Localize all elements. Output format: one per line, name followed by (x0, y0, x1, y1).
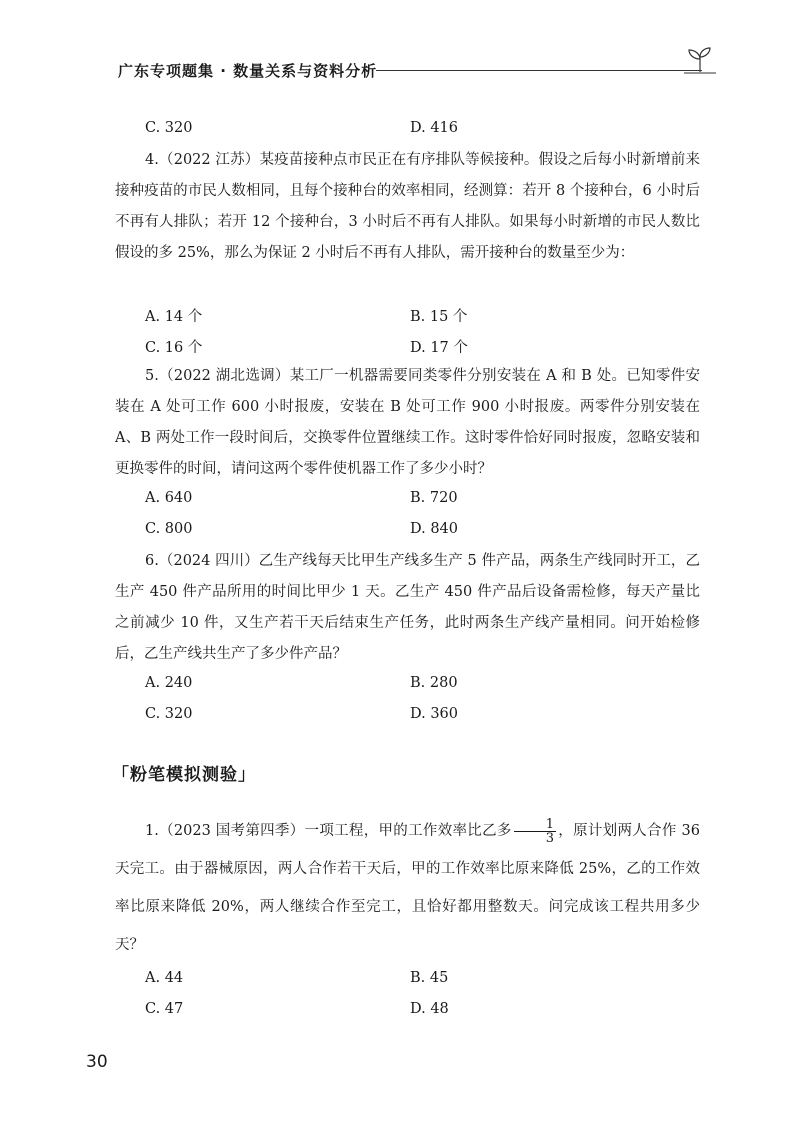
q4-option-d: D. 17 个 (410, 340, 468, 356)
page-number: 30 (86, 1052, 108, 1072)
mock-q1-text-end: ，原计划两人合作 36 天完工。由于器械原因，两人合作若干天后，甲的工作效率比原来降低 25%，乙的工作效率比原来降低 20%，两人继续合作至完工，且恰好都用整数天。问完成该工程共用多少天？ (115, 823, 701, 953)
q4-option-a: A. 14 个 (145, 309, 203, 325)
fraction-denominator: 3 (545, 830, 554, 846)
question-5: 5.（2022 湖北选调）某工厂一机器需要同类零件分别安装在 A 和 B 处。已知零件安装在 A 处可工作 600 小时报废，安装在 B 处可工作 900 小时报废。两零件分别安装在 A、B 两处工作一段时间后，交换零件位置继续工作。这时零件恰好同时报废，忽略安装和更换零件的时间，请问这两个零件使机器工作了多少小时？ (115, 368, 700, 477)
header-title: 广东专项题集 · 数量关系与资料分析 (118, 62, 378, 80)
question-4: 4.（2022 江苏）某疫苗接种点市民正在有序排队等候接种。假设之后每小时新增前来接种疫苗的市民人数相同，且每个接种台的效率相同，经测算：若开 8 个接种台，6 小时后不再有人排队；若开 12 个接种台，3 小时后不再有人排队。如果每小时新增的市民人数比假设的多 25%，那么为保证 2 小时后不再有人排队，需开接种台的数量至少为： (115, 152, 700, 261)
q5-option-b: B. 720 (410, 490, 458, 506)
sprout-icon (682, 42, 718, 78)
prev-option-c: C. 320 (145, 120, 193, 136)
q5-option-c: C. 800 (145, 521, 193, 537)
mock-q1-option-d: D. 48 (410, 1001, 449, 1017)
section-title: 「粉笔模拟测验」 (112, 765, 256, 785)
q6-option-a: A. 240 (145, 675, 193, 691)
mock-question-1 (115, 812, 700, 964)
q5-option-d: D. 840 (410, 521, 459, 537)
q6-option-d: D. 360 (410, 706, 459, 722)
q6-option-c: C. 320 (145, 706, 193, 722)
mock-q1-option-c: C. 47 (145, 1001, 184, 1017)
q6-option-b: B. 280 (410, 675, 458, 691)
mock-q1-option-b: B. 45 (410, 970, 449, 986)
q5-option-a: A. 640 (145, 490, 193, 506)
fraction-one-third (514, 818, 556, 845)
fraction-numerator: 1 (514, 818, 556, 832)
mock-q1-option-a: A. 44 (145, 970, 184, 986)
q4-option-c: C. 16 个 (145, 340, 203, 356)
prev-option-d: D. 416 (410, 120, 459, 136)
q4-option-b: B. 15 个 (410, 309, 468, 325)
running-header (118, 60, 718, 84)
question-6: 6.（2024 四川）乙生产线每天比甲生产线多生产 5 件产品，两条生产线同时开工，乙生产 450 件产品所用的时间比甲少 1 天。乙生产 450 件产品后设备需检修，每天产量比之前减少 10 件，又生产若干天后结束生产任务，此时两条生产线产量相同。问开始检修后，乙生产线共生产了多少件产品？ (115, 553, 700, 662)
mock-q1-text-start: 1.（2023 国考第四季）一项工程，甲的工作效率比乙多 (145, 823, 512, 839)
header-rule (376, 70, 702, 71)
